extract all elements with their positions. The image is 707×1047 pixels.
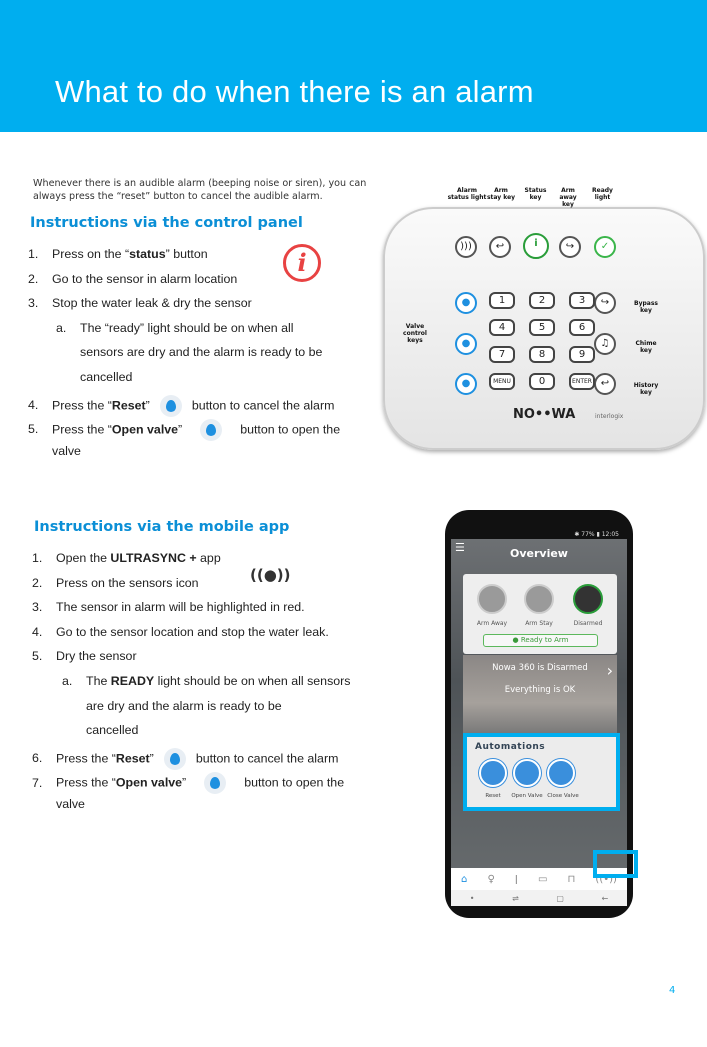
callout-bypass: Bypass key: [634, 300, 658, 314]
status-banner: [463, 655, 617, 735]
stay-key: ↩: [489, 236, 511, 258]
sensors-nav-icon: ((•)): [595, 873, 617, 885]
brand-logo: interlogix: [595, 413, 624, 420]
status-key: i: [523, 233, 549, 259]
page-title: What to do when there is an alarm: [55, 74, 534, 109]
camera-icon: ▭: [537, 873, 548, 885]
list-item: [28, 272, 237, 286]
item-bold: READY: [110, 674, 155, 688]
list-item: [32, 600, 305, 614]
away-key: ↪: [559, 236, 581, 258]
item-post: ”: [149, 751, 154, 766]
item-bold: Reset: [111, 397, 146, 412]
callout-away: Arm away key: [559, 187, 577, 208]
arm-away-button: [477, 584, 507, 614]
system-nav: • ⇌ ▢ ←: [451, 890, 627, 906]
list-item: [56, 321, 294, 335]
item-number: 1.: [28, 247, 39, 261]
callout-status: Status key: [524, 187, 547, 201]
home-icon: ⌂: [461, 873, 468, 885]
item-text: cancelled: [80, 370, 133, 384]
open-valve-key: ●: [455, 333, 477, 355]
bypass-key: ↪: [594, 292, 616, 314]
list-item: [62, 674, 350, 688]
status-icon: i: [283, 244, 321, 282]
item-pre: Press the “: [52, 397, 112, 412]
item-number: 3.: [32, 600, 43, 615]
arm-stay-button: [524, 584, 554, 614]
list-item: [80, 345, 322, 359]
ready-to-arm: ● Ready to Arm: [483, 634, 598, 647]
list-item: [32, 772, 344, 794]
reset-label: Reset: [485, 793, 501, 799]
list-item: [28, 395, 334, 417]
item-text: are dry and the alarm is ready to be: [86, 698, 282, 713]
keypad-key: 8: [529, 346, 555, 363]
item-post: light should be on when all sensors: [154, 674, 351, 688]
item-bold: Reset: [115, 751, 150, 766]
item-pre: Press on the “: [52, 247, 130, 261]
item-number: 5.: [28, 422, 39, 437]
keypad-key: MENU: [489, 373, 515, 390]
callout-ready: Ready light: [592, 187, 613, 201]
keypad-image: [383, 185, 705, 450]
item-pre: The: [86, 674, 111, 688]
thermometer-icon: ǀ: [514, 873, 518, 885]
item-text: Press on the sensors icon: [56, 575, 199, 590]
item-bold: Open valve: [115, 775, 183, 790]
keypad-key: 1: [489, 292, 515, 309]
list-item: [80, 370, 132, 384]
item-post: ”: [145, 397, 150, 412]
open-valve-icon: [200, 419, 222, 441]
item-pre: Press the “: [56, 775, 116, 790]
keypad-key: 3: [569, 292, 595, 309]
automations-title: Automations: [475, 742, 546, 752]
arm-stay-label: Arm Stay: [525, 620, 553, 627]
item-text: valve: [52, 443, 81, 458]
callout-history: History key: [633, 382, 659, 396]
item-number: a.: [62, 674, 73, 688]
item-text: Dry the sensor: [56, 649, 137, 664]
ready-label: Ready to Arm: [520, 636, 569, 644]
list-item: [32, 576, 199, 590]
lock-icon: ⊓: [567, 873, 576, 885]
item-bold: ULTRASYNC +: [110, 551, 197, 565]
callout-chime: Chime key: [635, 340, 657, 354]
keypad-key: 5: [529, 319, 555, 336]
keypad-key: ENTER: [569, 373, 595, 390]
overview-title: Overview: [510, 547, 568, 560]
reset-icon: [160, 395, 182, 417]
open-valve-label: Open Valve: [511, 793, 543, 799]
item-after: button to cancel the alarm: [195, 751, 339, 766]
close-valve-key: ●: [455, 373, 477, 395]
phone-status-bar: ✱ 77% ▮ 12:05: [451, 530, 627, 539]
sensors-icon: ((●)): [250, 566, 291, 584]
chime-key: ♫: [594, 333, 616, 355]
item-number: 7.: [32, 775, 43, 790]
list-item: [86, 723, 138, 737]
item-text: The sensor in alarm will be highlighted in red.: [56, 600, 305, 615]
ready-light: ✓: [594, 236, 616, 258]
sensors-highlight: [593, 850, 638, 878]
list-item: [32, 551, 221, 565]
keypad-key: 2: [529, 292, 555, 309]
callout-stay: Arm stay key: [486, 187, 516, 201]
item-number: 3.: [28, 296, 39, 311]
item-number: a.: [56, 320, 67, 335]
arm-away-label: Arm Away: [476, 620, 508, 627]
item-text: Stop the water leak & dry the sensor: [52, 296, 252, 311]
item-post: ” button: [165, 247, 208, 261]
ok-msg: Everything is OK: [504, 685, 576, 695]
item-number: 5.: [32, 649, 43, 664]
item-after: button to cancel the alarm: [191, 397, 335, 412]
item-text: valve: [56, 797, 85, 811]
item-pre: Press the “: [52, 422, 112, 437]
keypad-key: 0: [529, 373, 555, 390]
item-bold: Open valve: [111, 422, 179, 437]
keypad-key: 7: [489, 346, 515, 363]
list-item: [32, 625, 329, 639]
alarm-key: ))): [455, 236, 477, 258]
item-after: button to open the: [240, 422, 341, 437]
keypad-key: 4: [489, 319, 515, 336]
item-number: 2.: [28, 271, 39, 286]
page-number: 4: [669, 985, 676, 996]
history-key: ↩: [594, 373, 616, 395]
list-item: [52, 444, 81, 458]
item-text: Go to the sensor in alarm location: [52, 271, 238, 286]
list-item: [28, 296, 252, 310]
menu-icon: ☰: [455, 541, 465, 554]
open-valve-automation: [513, 759, 541, 787]
item-after: button to open the: [244, 775, 345, 790]
header-banner: [0, 0, 707, 132]
disarmed-msg: Nowa 360 is Disarmed: [492, 663, 588, 673]
keypad-key: 6: [569, 319, 595, 336]
item-number: 1.: [32, 551, 43, 565]
list-item: [32, 748, 338, 770]
item-text: sensors are dry and the alarm is ready to be: [80, 345, 323, 360]
panel-heading: Instructions via the control panel: [30, 215, 303, 231]
item-pre: Open the: [56, 551, 111, 565]
item-post: ”: [182, 775, 187, 790]
item-text: The “ready” light should be on when all: [80, 320, 294, 335]
item-text: cancelled: [86, 723, 139, 738]
reset-icon: [164, 748, 186, 770]
item-pre: Press the “: [56, 751, 116, 766]
open-valve-icon: [204, 772, 226, 794]
item-number: 6.: [32, 751, 43, 766]
item-number: 4.: [28, 397, 39, 412]
automations-panel: [463, 733, 620, 811]
chevron-right-icon: ›: [606, 661, 613, 680]
reset-key: ●: [455, 292, 477, 314]
disarmed-label: Disarmed: [573, 620, 603, 627]
disarmed-button: [573, 584, 603, 614]
nowa-logo: NO••WA: [513, 407, 576, 422]
list-item: [28, 247, 208, 261]
list-item: [32, 649, 137, 663]
intro-text: Whenever there is an audible alarm (beeping noise or siren), you can always press the “reset” button to cancel the audible alarm.: [33, 178, 367, 202]
callout-valve: Valve control keys: [403, 323, 427, 344]
item-number: 4.: [32, 624, 43, 639]
list-item: [28, 419, 340, 441]
list-item: [56, 797, 85, 811]
keypad-key: 9: [569, 346, 595, 363]
item-bold: status: [129, 247, 166, 261]
item-number: 2.: [32, 575, 43, 590]
item-text: Go to the sensor location and stop the water leak.: [56, 624, 329, 639]
bulb-icon: ♀: [487, 873, 495, 885]
item-post: app: [196, 551, 221, 565]
close-valve-automation: [547, 759, 575, 787]
list-item: [86, 699, 282, 713]
item-post: ”: [178, 422, 183, 437]
reset-automation: [479, 759, 507, 787]
callout-alarm: Alarm status light: [447, 187, 487, 201]
close-valve-label: Close Valve: [547, 793, 579, 799]
app-heading: Instructions via the mobile app: [34, 519, 290, 535]
